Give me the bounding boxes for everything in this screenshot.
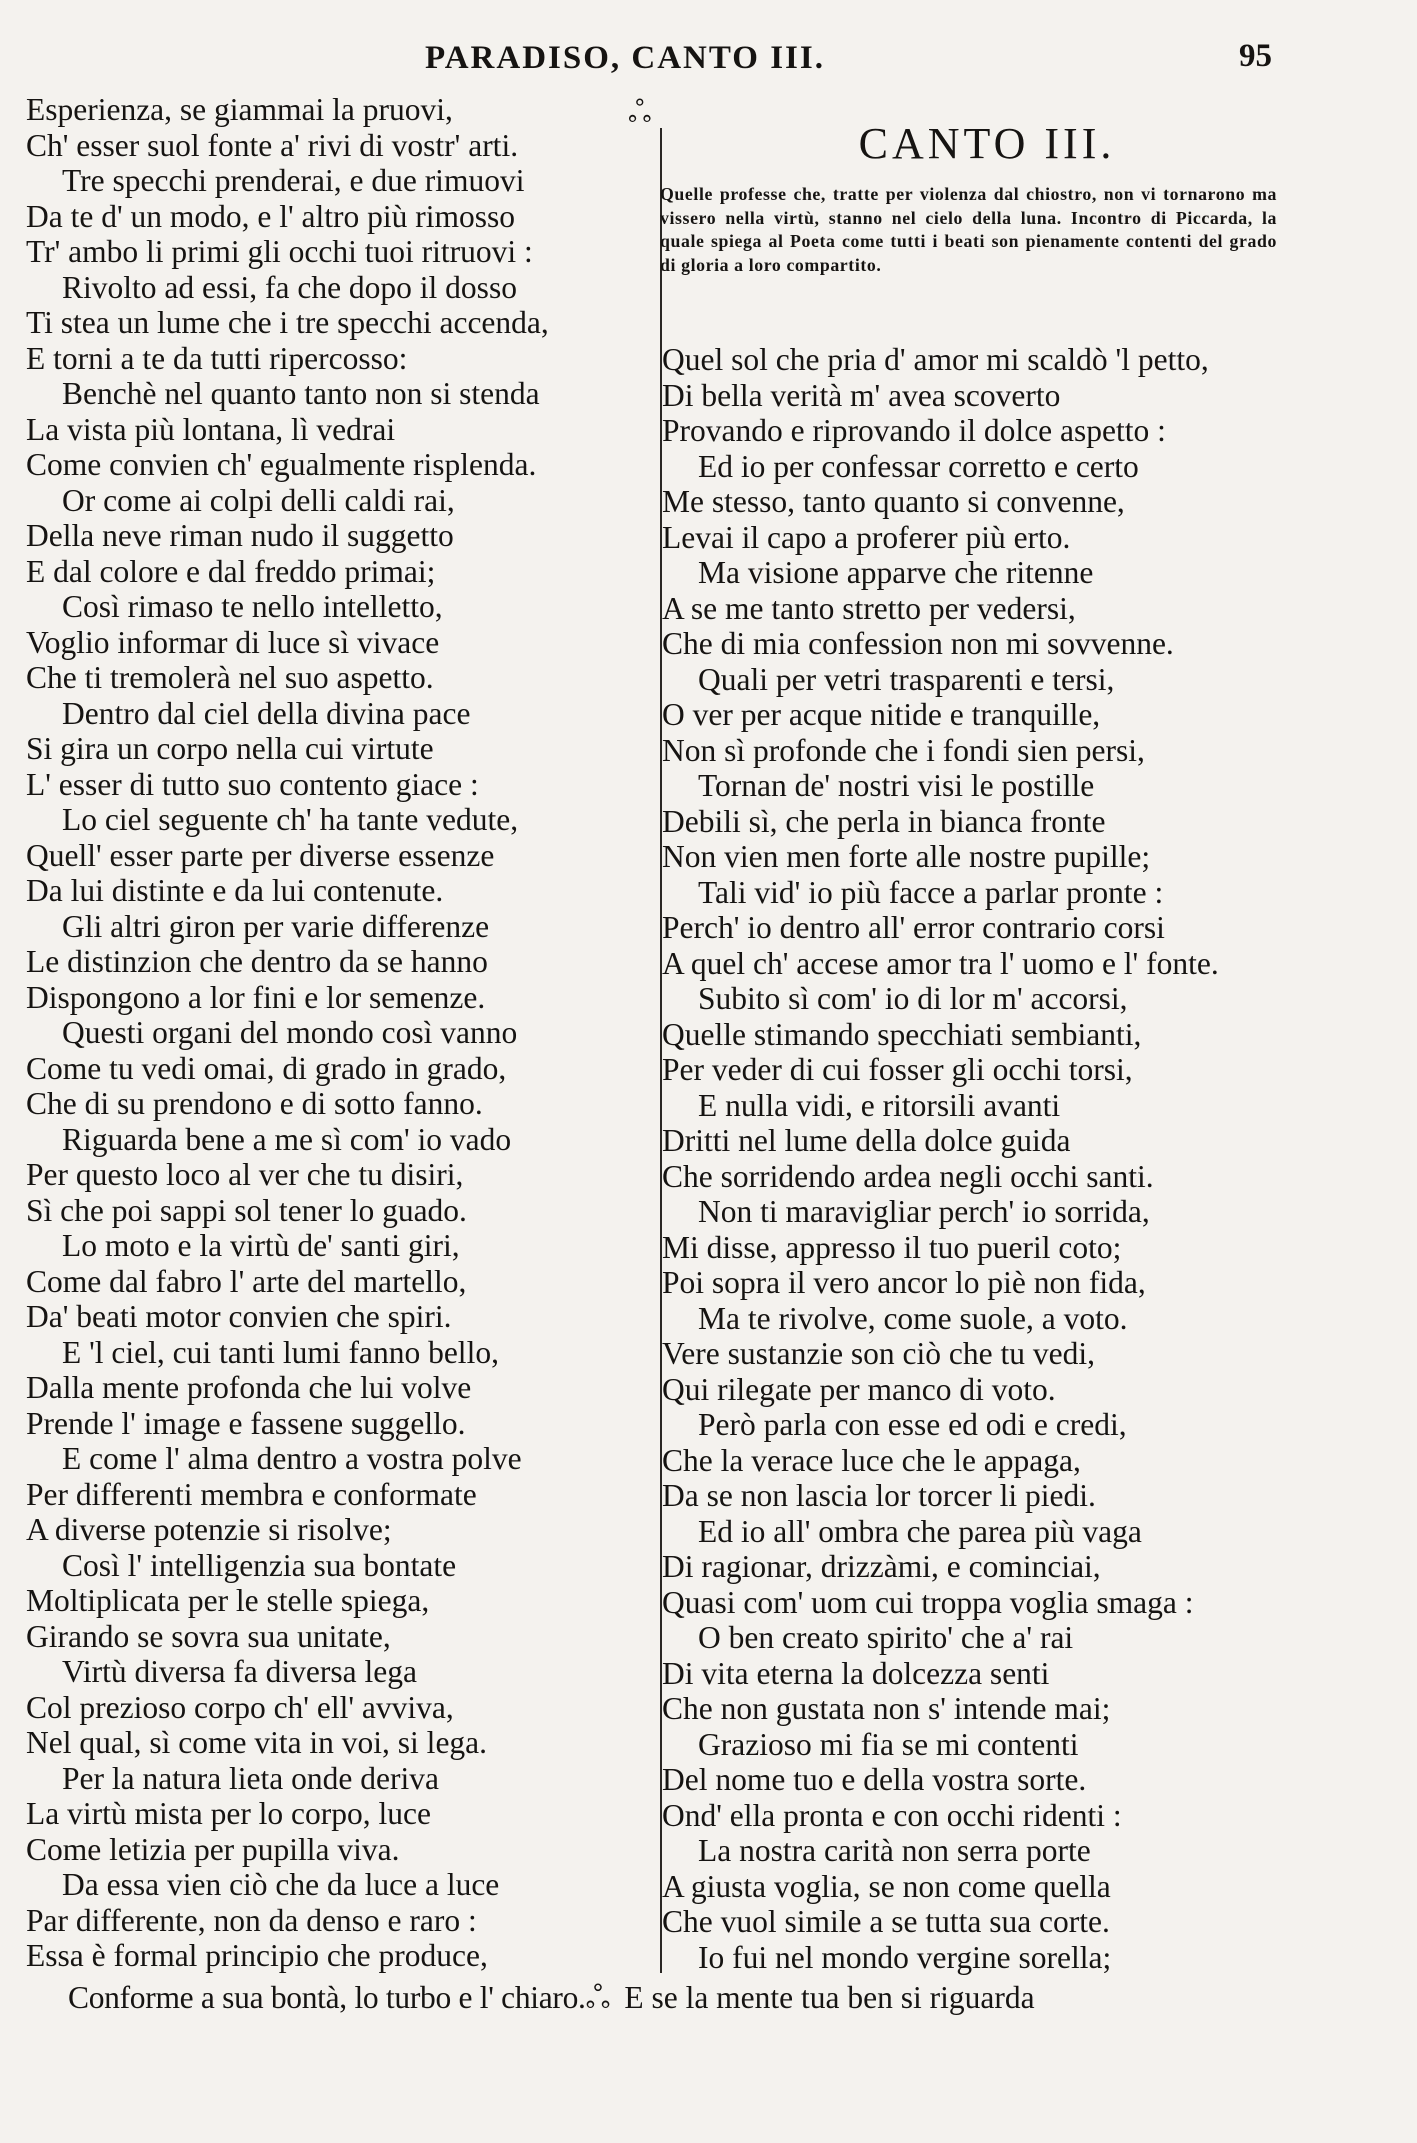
verse-line: Dispongono a lor fini e lor semenze. — [26, 979, 486, 1015]
verse-line: Quasi com' uom cui troppa voglia smaga : — [662, 1584, 1194, 1620]
verse-line: Tali vid' io più facce a parlar pronte : — [698, 874, 1164, 910]
verse-line: O ben creato spirito' che a' rai — [698, 1620, 1074, 1655]
verse-line: Come tu vedi omai, di grado in grado, — [26, 1050, 507, 1086]
verse-line: Per differenti membra e conformate — [26, 1476, 477, 1512]
left-column-verses — [26, 92, 646, 1974]
canto-heading: CANTO III. — [858, 119, 1116, 168]
verse-line: Che non gustata non s' intende mai; — [662, 1691, 1111, 1726]
page-number: 95 — [1239, 38, 1272, 74]
verse-line: La virtù mista per lo corpo, luce — [26, 1796, 431, 1831]
verse-line: Ond' ella pronta e con occhi ridenti : — [662, 1797, 1122, 1833]
verse-line: Come letizia per pupilla viva. — [26, 1831, 400, 1867]
verse-line: Me stesso, tanto quanto si convenne, — [662, 484, 1125, 519]
verse-line: Rivolto ad essi, fa che dopo il dosso — [62, 269, 517, 305]
verse-line: Lo ciel seguente ch' ha tante vedute, — [62, 802, 519, 837]
verse-line: Di ragionar, drizzàmi, e cominciai, — [662, 1549, 1101, 1584]
verse-line: A giusta voglia, se non come quella — [662, 1868, 1111, 1904]
verse-line: Quel sol che pria d' amor mi scaldò 'l petto, — [662, 342, 1209, 377]
verse-line: E nulla vidi, e ritorsili avanti — [698, 1087, 1061, 1123]
verse-line: Da lui distinte e da lui contenute. — [26, 873, 444, 908]
verse-line: Dritti nel lume della dolce guida — [662, 1123, 1071, 1158]
verse-line: Tr' ambo li primi gli occhi tuoi ritruovi : — [26, 234, 533, 269]
verse-line: Virtù diversa fa diversa lega — [62, 1654, 417, 1689]
verse-line: Esperienza, se giammai la pruovi, — [26, 92, 453, 127]
verse-line: Lo moto e la virtù de' santi giri, — [62, 1228, 460, 1263]
verse-line: La vista più lontana, lì vedrai — [26, 411, 396, 447]
verse-line: E torni a te da tutti ripercosso: — [26, 340, 408, 376]
bottom-line — [68, 1980, 1035, 2020]
verse-line: Gli altri giron per varie differenze — [62, 908, 490, 944]
verse-line: Quell' esser parte per diverse essenze — [26, 837, 495, 873]
verse-line: Girando se sovra sua unitate, — [26, 1618, 391, 1654]
verse-line: Ti stea un lume che i tre specchi accenda, — [26, 305, 549, 340]
verse-line: Tornan de' nostri visi le postille — [698, 768, 1095, 803]
verse-line: Prende l' image e fassene suggello. — [26, 1405, 466, 1441]
verse-line: Sì che poi sappi sol tener lo guado. — [26, 1192, 467, 1228]
verse-line: Che di mia confession non mi sovvenne. — [662, 626, 1174, 661]
verse-line: Da essa vien ciò che da luce a luce — [62, 1867, 500, 1902]
canto-argument: Quelle professe che, tratte per violenza dal chiostro, non vi tornarono ma vissero nella virtù, stanno nel cielo della luna. Incontro di Piccarda, la quale spiega al Poeta come tutti i beati son pienamente contenti del grado di gloria a loro compartito. — [660, 184, 1277, 275]
verse-line: Di bella verità m' avea scoverto — [662, 377, 1061, 413]
verse-line: Che sorridendo ardea negli occhi santi. — [662, 1158, 1154, 1194]
verse-line: Ma visione apparve che ritenne — [698, 555, 1094, 590]
right-column-verses — [662, 342, 1312, 1975]
verse-line: Si gira un corpo nella cui virtute — [26, 731, 434, 766]
verse-line: Provando e riprovando il dolce aspetto : — [662, 413, 1166, 448]
verse-line: Da se non lascia lor torcer li piedi. — [662, 1478, 1096, 1513]
verse-line: Moltiplicata per le stelle spiega, — [26, 1583, 430, 1618]
verse-line: Dentro dal ciel della divina pace — [62, 695, 471, 731]
verse-line: Riguarda bene a me sì com' io vado — [62, 1121, 512, 1157]
verse-line: Essa è formal principio che produce, — [26, 1938, 488, 1973]
verse-line: Per la natura lieta onde deriva — [62, 1760, 439, 1796]
verse-line: Come dal fabro l' arte del martello, — [26, 1263, 467, 1299]
verse-line: Di vita eterna la dolcezza senti — [662, 1655, 1050, 1691]
verse-line: Per veder di cui fosser gli occhi torsi, — [662, 1052, 1133, 1087]
verse-line: Nel qual, sì come vita in voi, si lega. — [26, 1725, 488, 1760]
verse-line: Qui rilegate per manco di voto. — [662, 1371, 1056, 1407]
verse-line: Benchè nel quanto tanto non si stenda — [62, 376, 540, 411]
left-column-last-line: Conforme a sua bontà, lo turbo e l' chiaro. — [68, 1980, 586, 2015]
verse-line: Tre specchi prenderai, e due rimuovi — [62, 163, 525, 198]
verse-line: Non ti maravigliar perch' io sorrida, — [698, 1194, 1150, 1229]
verse-line: Così l' intelligenzia sua bontate — [62, 1547, 457, 1583]
verse-line: Io fui nel mondo vergine sorella; — [698, 1939, 1112, 1975]
verse-line: Quelle stimando specchiati sembianti, — [662, 1016, 1142, 1052]
verse-line: Col prezioso corpo ch' ell' avviva, — [26, 1689, 454, 1725]
verse-line: E come l' alma dentro a vostra polve — [62, 1441, 522, 1476]
verse-line: Mi disse, appresso il tuo pueril coto; — [662, 1229, 1122, 1265]
verse-line: Per questo loco al ver che tu disiri, — [26, 1157, 464, 1192]
ornament-top-icon: ஃ — [628, 95, 652, 130]
verse-line: L' esser di tutto suo contento giace : — [26, 766, 479, 802]
verse-line: La nostra carità non serra porte — [698, 1833, 1091, 1868]
verse-line: Da te d' un modo, e l' altro più rimosso — [26, 198, 516, 234]
verse-line: A diverse potenzie si risolve; — [26, 1512, 392, 1547]
verse-line: Poi sopra il vero ancor lo piè non fida, — [662, 1265, 1146, 1300]
verse-line: Quali per vetri trasparenti e tersi, — [698, 661, 1115, 697]
verse-line: Perch' io dentro all' error contrario corsi — [662, 910, 1165, 945]
verse-line: Ed io per confessar corretto e certo — [698, 448, 1139, 484]
verse-line: Non sì profonde che i fondi sien persi, — [662, 732, 1145, 768]
ornament-bottom-icon: ஃ — [585, 1980, 611, 2015]
verse-line: Voglio informar di luce sì vivace — [26, 624, 440, 660]
verse-line: A se me tanto stretto per vedersi, — [662, 590, 1076, 626]
verse-line: A quel ch' accese amor tra l' uomo e l' fonte. — [662, 945, 1219, 981]
verse-line: Che la verace luce che le appaga, — [662, 1442, 1081, 1478]
verse-line: Così rimaso te nello intelletto, — [62, 589, 443, 624]
verse-line: Non vien men forte alle nostre pupille; — [662, 839, 1151, 874]
verse-line: Che ti tremolerà nel suo aspetto. — [26, 660, 434, 695]
verse-line: Le distinzion che dentro da se hanno — [26, 944, 488, 979]
verse-line: Da' beati motor convien che spiri. — [26, 1299, 452, 1334]
verse-line: E 'l ciel, cui tanti lumi fanno bello, — [62, 1334, 499, 1370]
verse-line: Del nome tuo e della vostra sorte. — [662, 1762, 1087, 1797]
verse-line: Grazioso mi fia se mi contenti — [698, 1726, 1079, 1762]
verse-line: O ver per acque nitide e tranquille, — [662, 697, 1101, 732]
verse-line: Che di su prendono e di sotto fanno. — [26, 1086, 483, 1121]
verse-line: Or come ai colpi delli caldi rai, — [62, 482, 455, 518]
verse-line: E dal colore e dal freddo primai; — [26, 553, 436, 589]
verse-line: Subito sì com' io di lor m' accorsi, — [698, 981, 1128, 1016]
verse-line: Ed io all' ombra che parea più vaga — [698, 1513, 1142, 1549]
verse-line: Ma te rivolve, come suole, a voto. — [698, 1300, 1128, 1336]
verse-line: Debili sì, che perla in bianca fronte — [662, 803, 1106, 839]
verse-line: Però parla con esse ed odi e credi, — [698, 1407, 1127, 1442]
verse-line: Dalla mente profonda che lui volve — [26, 1370, 472, 1405]
verse-line: Vere sustanzie son ciò che tu vedi, — [662, 1336, 1095, 1371]
verse-line: Come convien ch' egualmente risplenda. — [26, 447, 537, 482]
verse-line: Levai il capo a proferer più erto. — [662, 519, 1071, 555]
verse-line: Che vuol simile a se tutta sua corte. — [662, 1904, 1110, 1939]
right-column-last-line: E se la mente tua ben si riguarda — [624, 1980, 1035, 2015]
verse-line: Questi organi del mondo così vanno — [62, 1015, 518, 1050]
verse-line: Della neve riman nudo il suggetto — [26, 518, 454, 553]
verse-line: Par differente, non da denso e raro : — [26, 1902, 477, 1938]
verse-line: Ch' esser suol fonte a' rivi di vostr' arti. — [26, 127, 519, 163]
running-header: PARADISO, CANTO III. — [424, 40, 825, 76]
